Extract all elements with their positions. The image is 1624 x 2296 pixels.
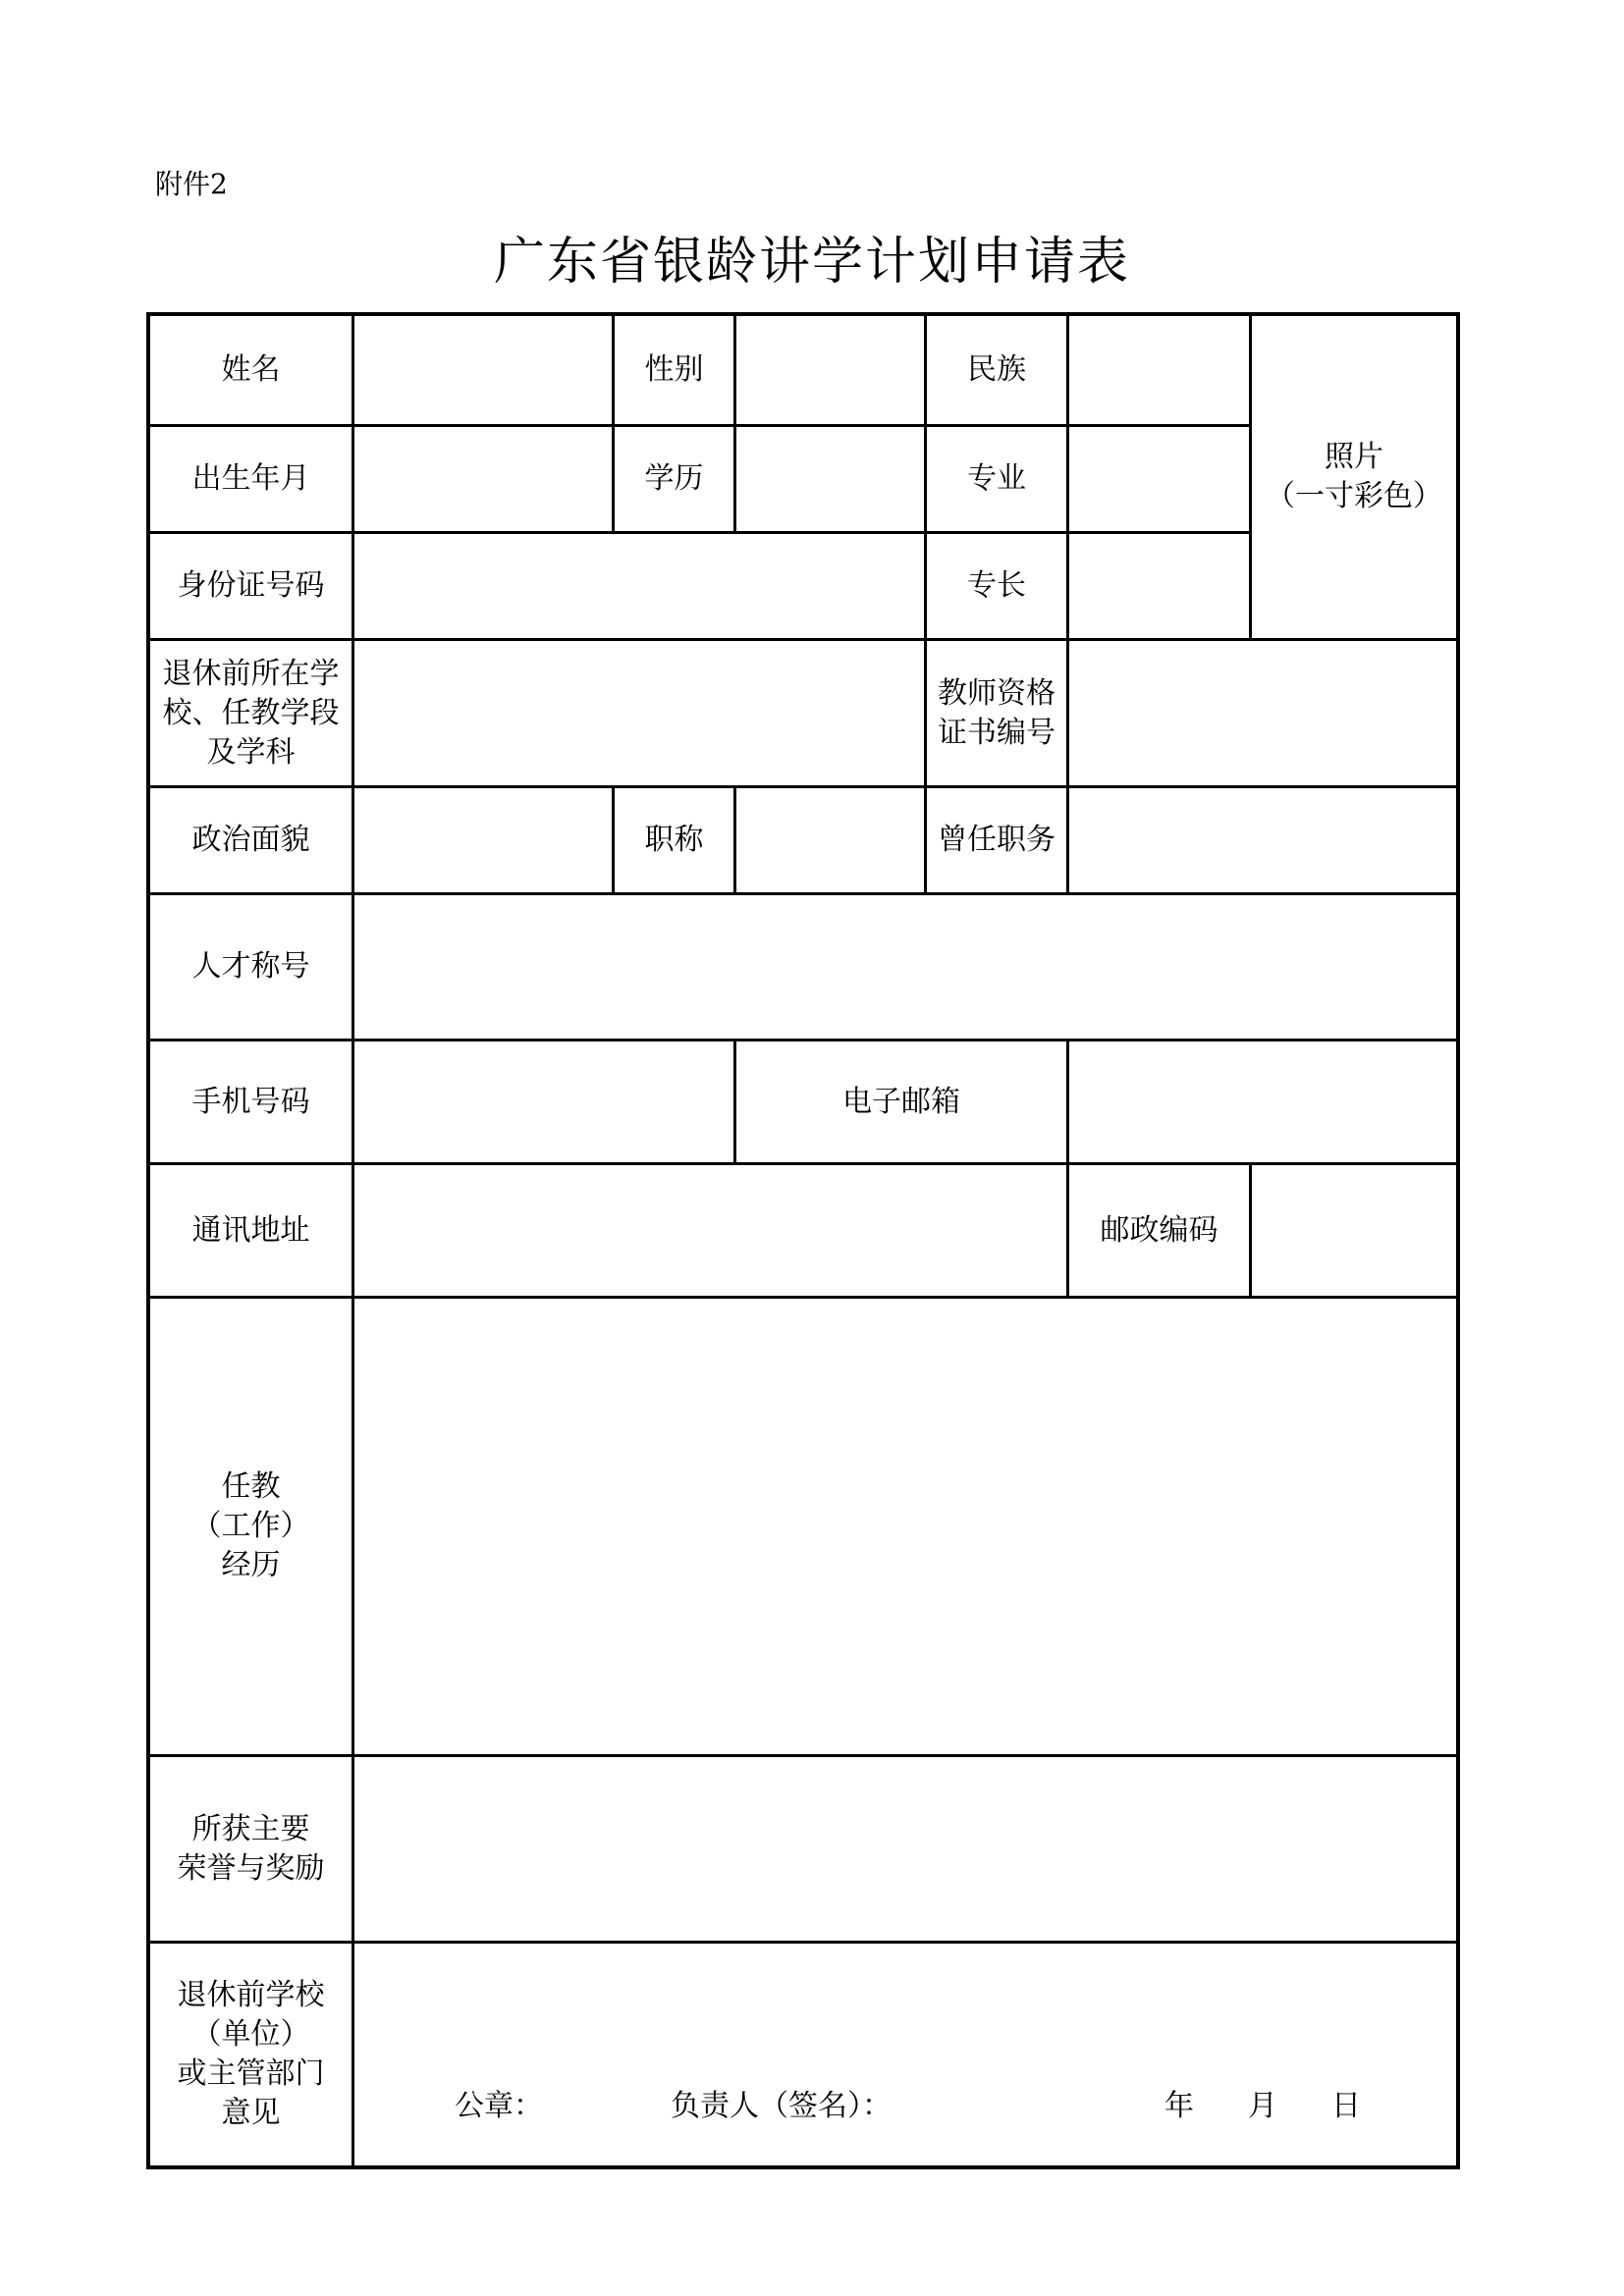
teaching-history-label: 任教 （工作） 经历 (191, 1469, 310, 1582)
birth-date-label: 出生年月 (191, 461, 310, 496)
attachment-label: 附件2 (155, 168, 228, 200)
talent-title-label: 人才称号 (191, 949, 310, 984)
email-field[interactable] (1069, 1041, 1456, 1162)
ethnicity-label: 民族 (967, 352, 1026, 387)
teaching-history-field[interactable] (354, 1299, 1456, 1754)
gender-label: 性别 (644, 352, 704, 387)
talent-title-field[interactable] (354, 895, 1456, 1039)
specialty-label: 专长 (967, 568, 1026, 603)
teacher-cert-field[interactable] (1069, 641, 1456, 785)
former-position-label: 曾任职务 (938, 823, 1056, 857)
honors-label: 所获主要 荣誉与奖励 (177, 1811, 325, 1886)
prior-school-field[interactable] (354, 641, 924, 785)
name-field[interactable] (354, 316, 612, 424)
major-field[interactable] (1069, 427, 1249, 531)
gender-field[interactable] (736, 316, 924, 424)
id-number-field[interactable] (354, 534, 924, 638)
address-label: 通讯地址 (191, 1212, 310, 1248)
postcode-field[interactable] (1252, 1165, 1456, 1296)
responsible-signature-label: 负责人（签名）： (671, 2089, 892, 2123)
id-number-label: 身份证号码 (177, 568, 325, 603)
email-label: 电子邮箱 (842, 1084, 960, 1119)
specialty-field[interactable] (1069, 534, 1249, 638)
application-form-table (146, 312, 1460, 2169)
ethnicity-field[interactable] (1069, 316, 1249, 424)
honors-field[interactable] (354, 1757, 1456, 1941)
political-status-label: 政治面貌 (191, 823, 310, 857)
mobile-label: 手机号码 (191, 1084, 310, 1119)
mobile-field[interactable] (354, 1041, 733, 1162)
sign-day-label: 日 (1331, 2089, 1361, 2123)
job-title-field[interactable] (736, 788, 924, 892)
teacher-cert-label: 教师资格 证书编号 (938, 675, 1056, 750)
education-field[interactable] (736, 427, 924, 531)
name-label: 姓名 (221, 352, 281, 387)
sign-year-label: 年 (1164, 2089, 1194, 2123)
political-status-field[interactable] (354, 788, 612, 892)
prior-school-label: 退休前所在学 校、任教学段 及学科 (162, 656, 340, 770)
major-label: 专业 (967, 461, 1026, 496)
birth-date-field[interactable] (354, 427, 612, 531)
form-title: 广东省银龄讲学计划申请表 (493, 233, 1130, 292)
former-position-field[interactable] (1069, 788, 1456, 892)
job-title-label: 职称 (644, 823, 704, 857)
sign-month-label: 月 (1248, 2089, 1277, 2123)
postcode-label: 邮政编码 (1100, 1212, 1218, 1248)
unit-opinion-label: 退休前学校 （单位） 或主管部门 意见 (177, 1978, 325, 2130)
official-seal-label: 公章： (455, 2089, 543, 2123)
photo-placeholder[interactable]: 照片 （一寸彩色） (1266, 440, 1442, 513)
education-label: 学历 (644, 461, 704, 496)
unit-opinion-field[interactable] (354, 1944, 1456, 2165)
address-field[interactable] (354, 1165, 1066, 1296)
